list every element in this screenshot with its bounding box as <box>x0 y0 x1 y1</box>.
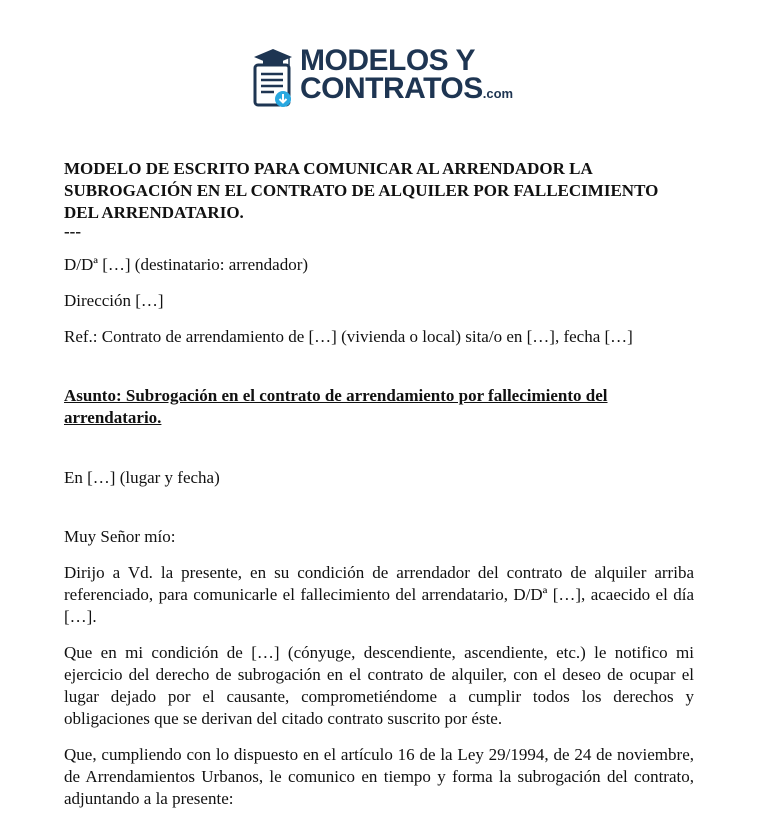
site-logo[interactable] <box>252 44 514 109</box>
document-title: MODELO DE ESCRITO PARA COMUNICAR AL ARRENDADOR LA SUBROGACIÓN EN EL CONTRATO DE ALQUILER POR FALLECIMIENTO DEL ARRENDATARIO. <box>64 159 659 222</box>
logo-line-2 <box>300 72 514 108</box>
logo-wordmark <box>300 44 514 108</box>
title-separator: --- <box>64 222 81 241</box>
document-body <box>64 158 694 810</box>
recipient-line: D/Dª […] (destinatario: arrendador) <box>64 255 309 274</box>
logo-suffix: .com <box>482 86 514 101</box>
place-date-line: En […] (lugar y fecha) <box>64 468 220 487</box>
body-paragraph-2: Que en mi condición de […] (cónyuge, descendiente, ascendiente, etc.) le notifico mi ejercicio del derecho de subrogación en el contrato de alquiler, con el deseo de ocupar el lugar dejado por el causante, comprometiéndome a cumplir todos los derechos y obligaciones que se derivan del citado contrato suscrito por éste. <box>64 643 694 728</box>
body-paragraph-1: Dirijo a Vd. la presente, en su condición de arrendador del contrato de alquiler arriba referenciado, para comunicarle el fallecimiento del arrendatario, D/Dª […], acaecido el día […]. <box>64 563 694 626</box>
document-graduation-cap-icon <box>252 47 294 109</box>
greeting-line: Muy Señor mío: <box>64 527 176 546</box>
logo-line-1: MODELOS Y <box>300 44 475 77</box>
logo-line-2-main: CONTRATOS <box>300 72 483 105</box>
body-paragraph-3: Que, cumpliendo con lo dispuesto en el artículo 16 de la Ley 29/1994, de 24 de noviembre, de Arrendamientos Urbanos, le comunico en tiempo y forma la subrogación del contrato, adjuntando a la presente: <box>64 745 694 808</box>
address-line: Dirección […] <box>64 291 164 310</box>
reference-line: Ref.: Contrato de arrendamiento de […] (vivienda o local) sita/o en […], fecha […] <box>64 327 633 346</box>
subject-line: Asunto: Subrogación en el contrato de arrendamiento por fallecimiento del arrendatario. <box>64 386 608 427</box>
